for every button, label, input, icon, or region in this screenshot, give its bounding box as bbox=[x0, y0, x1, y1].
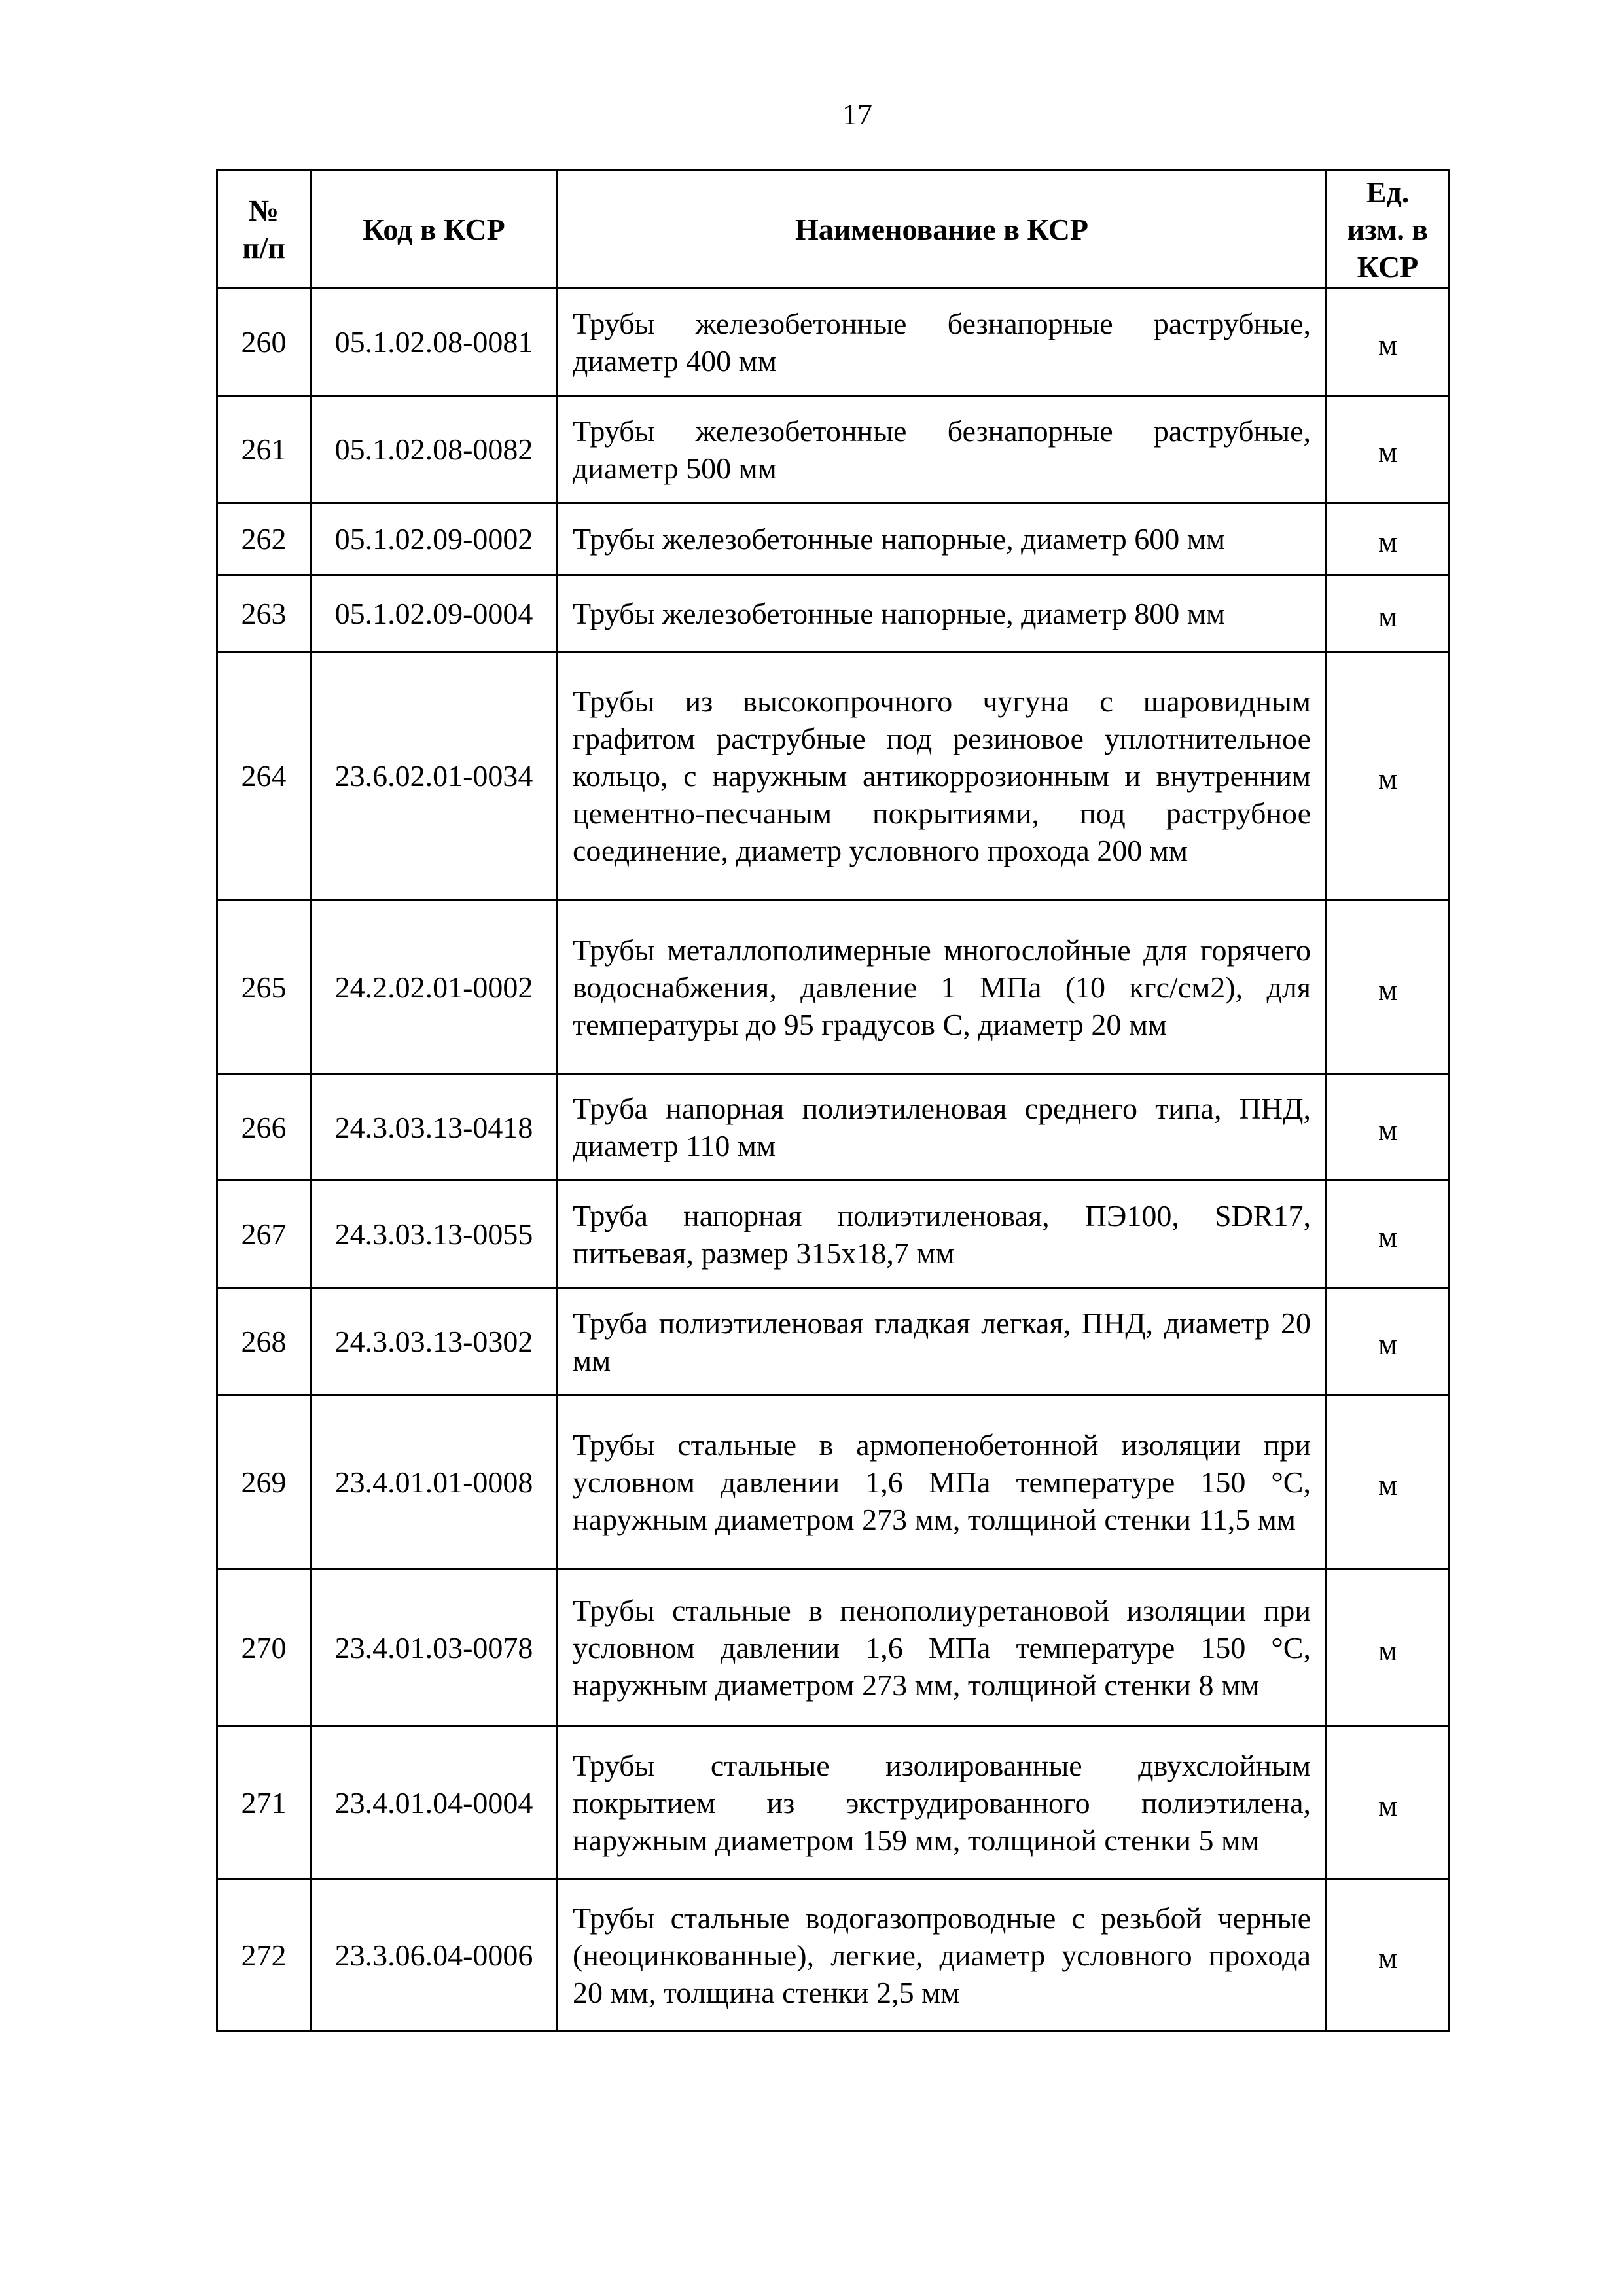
row-code: 24.2.02.01-0002 bbox=[311, 901, 558, 1074]
row-unit: м bbox=[1327, 652, 1450, 901]
row-code: 23.6.02.01-0034 bbox=[311, 652, 558, 901]
row-name: Трубы из высокопрочного чугуна с шаровидным графитом раструбные под резиновое уплотнительное кольцо, с наружным антикоррозионным и внутренним цементно-песчаным покрытиями, под раструбное соединение, диаметр условного прохода 200 мм bbox=[558, 652, 1327, 901]
row-name: Труба полиэтиленовая гладкая легкая, ПНД, диаметр 20 мм bbox=[558, 1288, 1327, 1395]
table-row bbox=[217, 1570, 1450, 1727]
row-number: 271 bbox=[217, 1727, 311, 1879]
row-code: 24.3.03.13-0418 bbox=[311, 1074, 558, 1181]
row-name: Трубы железобетонные напорные, диаметр 800 мм bbox=[558, 575, 1327, 652]
row-unit: м bbox=[1327, 1395, 1450, 1570]
row-name: Труба напорная полиэтиленовая среднего типа, ПНД, диаметр 110 мм bbox=[558, 1074, 1327, 1181]
row-code: 23.4.01.03-0078 bbox=[311, 1570, 558, 1727]
table-row bbox=[217, 1879, 1450, 2032]
row-number: 265 bbox=[217, 901, 311, 1074]
row-unit: м bbox=[1327, 901, 1450, 1074]
row-unit: м bbox=[1327, 1181, 1450, 1288]
row-code: 24.3.03.13-0055 bbox=[311, 1181, 558, 1288]
row-name: Труба напорная полиэтиленовая, ПЭ100, SDR17, питьевая, размер 315х18,7 мм bbox=[558, 1181, 1327, 1288]
row-code: 05.1.02.09-0004 bbox=[311, 575, 558, 652]
row-unit: м bbox=[1327, 1074, 1450, 1181]
table-row bbox=[217, 289, 1450, 396]
row-unit: м bbox=[1327, 575, 1450, 652]
header-unit: Ед. изм. в КСР bbox=[1327, 170, 1450, 289]
row-unit: м bbox=[1327, 503, 1450, 575]
page-number: 17 bbox=[842, 98, 872, 131]
row-code: 05.1.02.09-0002 bbox=[311, 503, 558, 575]
row-number: 269 bbox=[217, 1395, 311, 1570]
row-number: 270 bbox=[217, 1570, 311, 1727]
table-row bbox=[217, 575, 1450, 652]
row-number: 263 bbox=[217, 575, 311, 652]
row-unit: м bbox=[1327, 396, 1450, 503]
row-number: 268 bbox=[217, 1288, 311, 1395]
row-name: Трубы металлополимерные многослойные для горячего водоснабжения, давление 1 МПа (10 кгс/см2), для температуры до 95 градусов С, диаметр 20 мм bbox=[558, 901, 1327, 1074]
header-num: № п/п bbox=[217, 170, 311, 289]
materials-table bbox=[216, 169, 1450, 2032]
row-number: 261 bbox=[217, 396, 311, 503]
row-code: 24.3.03.13-0302 bbox=[311, 1288, 558, 1395]
row-number: 262 bbox=[217, 503, 311, 575]
row-number: 260 bbox=[217, 289, 311, 396]
row-number: 266 bbox=[217, 1074, 311, 1181]
row-name: Трубы железобетонные безнапорные раструбные, диаметр 400 мм bbox=[558, 289, 1327, 396]
row-name: Трубы железобетонные напорные, диаметр 600 мм bbox=[558, 503, 1327, 575]
table-row bbox=[217, 1074, 1450, 1181]
table-row bbox=[217, 1395, 1450, 1570]
table-header-row bbox=[217, 170, 1450, 289]
row-name: Трубы стальные водогазопроводные с резьбой черные (неоцинкованные), легкие, диаметр условного прохода 20 мм, толщина стенки 2,5 мм bbox=[558, 1879, 1327, 2032]
table-row bbox=[217, 901, 1450, 1074]
row-number: 272 bbox=[217, 1879, 311, 2032]
row-number: 264 bbox=[217, 652, 311, 901]
row-unit: м bbox=[1327, 1879, 1450, 2032]
row-unit: м bbox=[1327, 289, 1450, 396]
row-code: 05.1.02.08-0081 bbox=[311, 289, 558, 396]
table-row bbox=[217, 396, 1450, 503]
row-name: Трубы железобетонные безнапорные раструбные, диаметр 500 мм bbox=[558, 396, 1327, 503]
row-unit: м bbox=[1327, 1570, 1450, 1727]
table-row bbox=[217, 1181, 1450, 1288]
table-row bbox=[217, 652, 1450, 901]
table-row bbox=[217, 503, 1450, 575]
header-code: Код в КСР bbox=[311, 170, 558, 289]
header-name: Наименование в КСР bbox=[558, 170, 1327, 289]
row-code: 23.3.06.04-0006 bbox=[311, 1879, 558, 2032]
table-row bbox=[217, 1288, 1450, 1395]
row-code: 23.4.01.04-0004 bbox=[311, 1727, 558, 1879]
row-unit: м bbox=[1327, 1288, 1450, 1395]
table-row bbox=[217, 1727, 1450, 1879]
row-unit: м bbox=[1327, 1727, 1450, 1879]
row-code: 23.4.01.01-0008 bbox=[311, 1395, 558, 1570]
row-name: Трубы стальные изолированные двухслойным покрытием из экструдированного полиэтилена, наружным диаметром 159 мм, толщиной стенки 5 мм bbox=[558, 1727, 1327, 1879]
row-name: Трубы стальные в армопенобетонной изоляции при условном давлении 1,6 МПа температуре 150 °С, наружным диаметром 273 мм, толщиной стенки 11,5 мм bbox=[558, 1395, 1327, 1570]
row-number: 267 bbox=[217, 1181, 311, 1288]
row-name: Трубы стальные в пенополиуретановой изоляции при условном давлении 1,6 МПа температуре 150 °С, наружным диаметром 273 мм, толщиной стенки 8 мм bbox=[558, 1570, 1327, 1727]
row-code: 05.1.02.08-0082 bbox=[311, 396, 558, 503]
